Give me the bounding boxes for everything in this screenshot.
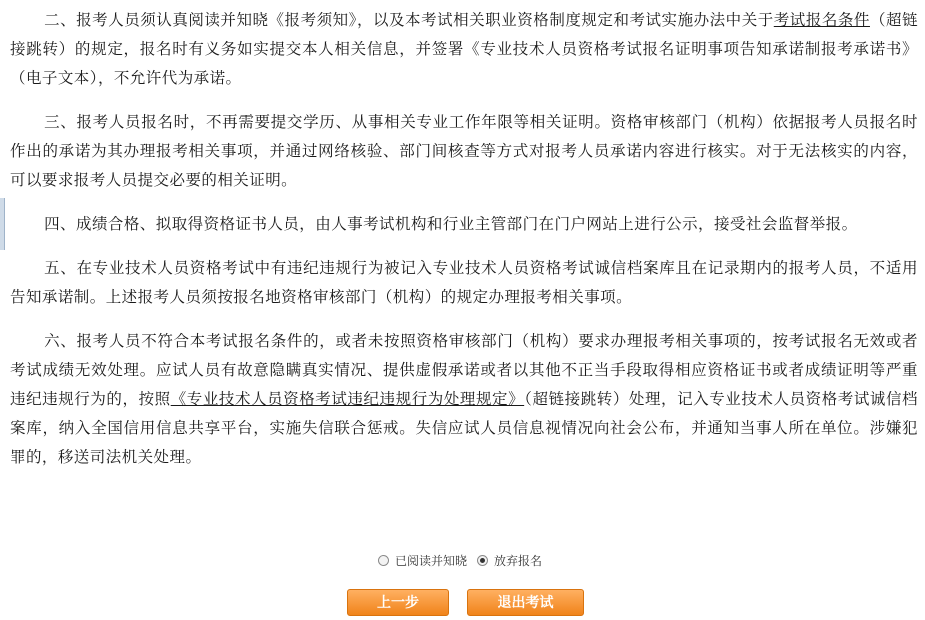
paragraph-3: 三、报考人员报名时，不再需要提交学历、从事相关专业工作年限等相关证明。资格审核部门（机构）依据报考人员报名时作出的承诺为其办理报考相关事项，并通过网络核验、部门间核查等方式对报考人员承诺内容进行核实。对于无法核实的内容，可以要求报考人员提交必要的相关证明。	[10, 113, 918, 189]
paragraph-2-text-a: 二、报考人员须认真阅读并知晓《报考须知》，以及本考试相关职业资格制度规定和考试实施办法中关于	[44, 11, 774, 29]
paragraph-4: 四、成绩合格、拟取得资格证书人员，由人事考试机构和行业主管部门在门户网站上进行公示，接受社会监督举报。	[44, 215, 858, 233]
abandon-radio[interactable]	[477, 555, 488, 566]
paragraph-2	[10, 6, 918, 93]
previous-step-button[interactable]: 上一步	[347, 589, 449, 616]
abandon-option-label: 放弃报名	[494, 554, 543, 568]
notice-content	[10, 6, 918, 487]
abandon-option[interactable]	[477, 552, 542, 569]
read-option-label: 已阅读并知晓	[395, 554, 468, 568]
paragraph-6-text-a: 六、报考人员不符合本考试报名条件的，或者未按照资格审核部门（机构）要求办理报考相关事项的，按考试报名无效或者考试成绩无效处理。应试人员有故意隐瞒真实情况、提供虚假承诺或者以其他不正当手段取得相应资格证书或者成绩证明等严重违纪违规行为的，按照	[10, 332, 918, 408]
paragraph-5: 五、在专业技术人员资格考试中有违纪违规行为被记入专业技术人员资格考试诚信档案库且在记录期内的报考人员，不适用告知承诺制。上述报考人员须按报名地资格审核部门（机构）的规定办理报考相关事项。	[10, 259, 918, 306]
exit-exam-button[interactable]: 退出考试	[467, 589, 584, 616]
paragraph-6	[10, 327, 918, 472]
paragraph-6-text-b: （超链接跳转）处理，记入专业技术人员资格考试诚信档案库，纳入全国信用信息共享平台，实施失信联合惩戒。失信应试人员信息视情况向社会公布，并通知当事人所在单位。涉嫌犯罪的，移送司法机关处理。	[10, 390, 918, 466]
side-scroll-handle[interactable]	[0, 198, 5, 250]
read-radio[interactable]	[378, 555, 389, 566]
read-option[interactable]	[378, 552, 467, 569]
violation-handling-rules-link[interactable]: 《专业技术人员资格考试违纪违规行为处理规定》	[170, 390, 525, 408]
confirmation-options	[378, 552, 552, 569]
exam-registration-conditions-link[interactable]: 考试报名条件	[773, 11, 870, 29]
paragraph-2-text-b: （超链接跳转）的规定，报名时有义务如实提交本人相关信息，并签署《专业技术人员资格考试报名证明事项告知承诺制报考承诺书》（电子文本），不允许代为承诺。	[10, 11, 918, 87]
